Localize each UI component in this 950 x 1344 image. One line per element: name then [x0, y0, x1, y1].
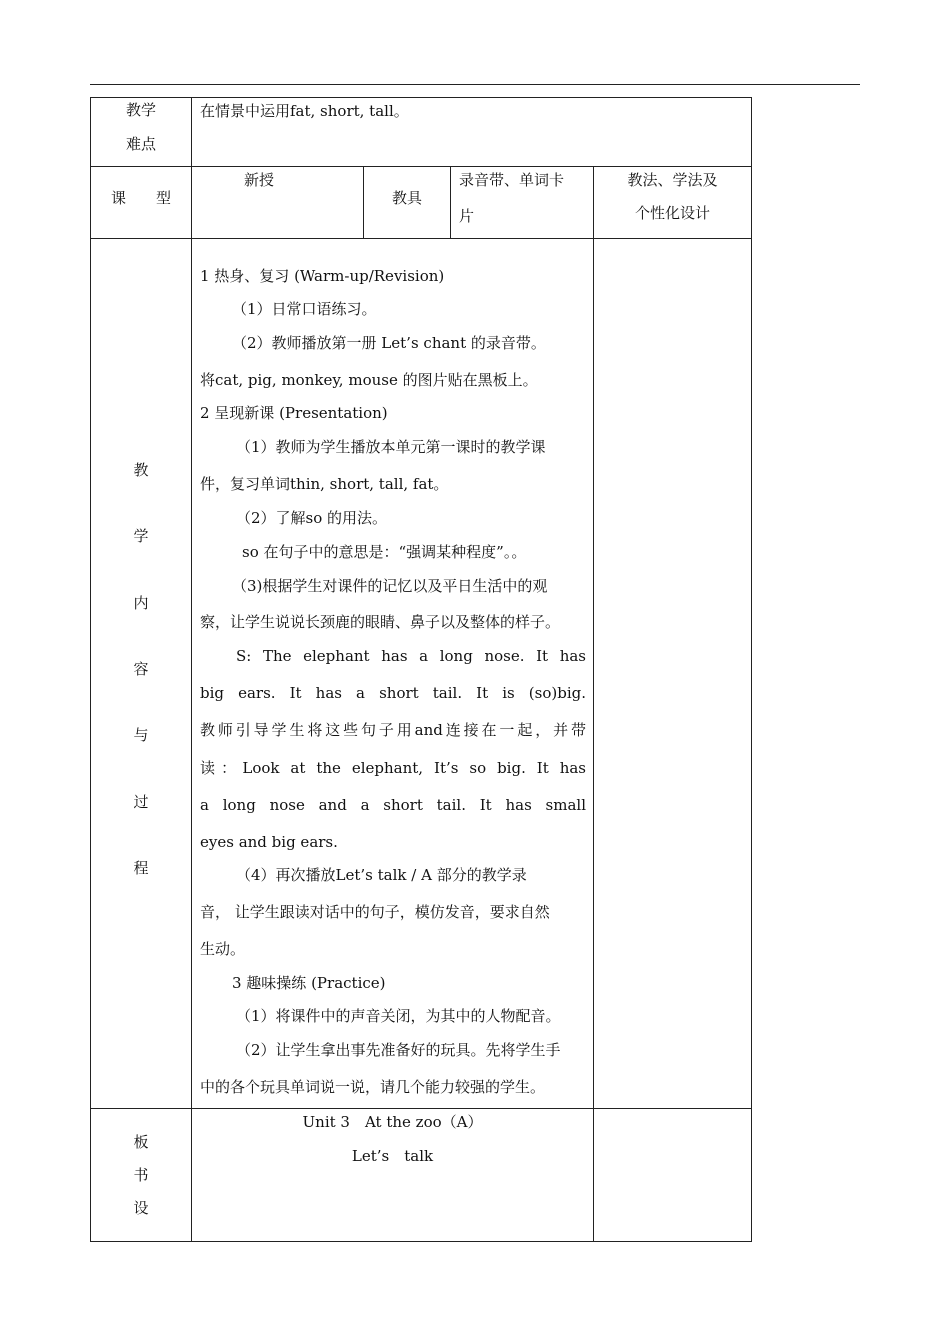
process-line: 件，复习单词thin, short, tall, fat。 [200, 475, 449, 493]
process-line: 1 热身、复习 (Warm-up/Revision) [200, 267, 445, 285]
row-divider [90, 166, 752, 167]
teaching-tools-value-line2: 片 [459, 207, 475, 225]
teaching-tools-value-line1: 录音带、单词卡 [459, 171, 565, 189]
teaching-tools-label: 教具 [391, 189, 422, 207]
process-line: 读：Look at the elephant, It’s so big. It has [200, 759, 586, 777]
header-rule [90, 84, 860, 85]
process-line: （4）再次播放Let’s talk / A 部分的教学录 [236, 866, 527, 884]
column-divider [191, 97, 192, 1242]
process-line: 生动。 [200, 940, 246, 958]
difficulty-label-line2: 难点 [125, 135, 156, 153]
row-divider [90, 238, 752, 239]
process-label-char: 与 [133, 726, 149, 744]
column-divider [593, 166, 594, 1108]
process-line: eyes and big ears. [200, 833, 338, 851]
process-line: a long nose and a short tail. It has small [200, 796, 586, 814]
process-line: 察，让学生说说长颈鹿的眼睛、鼻子以及整体的样子。 [200, 613, 561, 631]
process-line: 2 呈现新课 (Presentation) [200, 404, 388, 422]
process-label-char: 教 [133, 461, 149, 479]
board-title: Unit 3 At the zoo（A） [302, 1113, 483, 1131]
process-line: 教师引导学生将这些句子用and连接在一起，并带 [200, 721, 586, 739]
board-label-char: 板 [133, 1133, 149, 1151]
board-label-char: 书 [133, 1166, 149, 1184]
process-line: （2）让学生拿出事先准备好的玩具。先将学生手 [236, 1041, 561, 1059]
column-divider [593, 1108, 594, 1242]
method-design-label-line2: 个性化设计 [634, 204, 710, 222]
lesson-type-value: 新授 [243, 171, 274, 189]
board-subtitle: Let’s talk [351, 1147, 434, 1165]
column-divider [450, 166, 451, 238]
process-line: 3 趣味操练 (Practice) [232, 974, 386, 992]
method-design-label-line1: 教法、学法及 [627, 171, 718, 189]
difficulty-label-line1: 教学 [125, 101, 156, 119]
process-label-char: 内 [133, 594, 149, 612]
process-label-char: 过 [133, 793, 149, 811]
process-line: （1）将课件中的声音关闭，为其中的人物配音。 [236, 1007, 561, 1025]
process-label-char: 程 [133, 859, 149, 877]
process-line: 中的各个玩具单词说一说，请几个能力较强的学生。 [200, 1078, 546, 1096]
difficulty-content: 在情景中运用fat, short, tall。 [200, 102, 409, 120]
process-line: （1）教师为学生播放本单元第一课时的教学课 [236, 438, 546, 456]
board-label-char: 设 [133, 1199, 149, 1217]
process-line: （1）日常口语练习。 [232, 300, 377, 318]
process-line: S: The elephant has a long nose. It has [236, 647, 586, 665]
process-line: （2）教师播放第一册 Let’s chant 的录音带。 [232, 334, 546, 352]
process-line: 音， 让学生跟读对话中的句子，模仿发音，要求自然 [200, 903, 550, 921]
lesson-type-label: 课 型 [110, 189, 171, 207]
process-line: （3)根据学生对课件的记忆以及平日生活中的观 [232, 577, 548, 595]
process-line: big ears. It has a short tail. It is (so)big. [200, 684, 586, 702]
process-label-char: 学 [133, 527, 149, 545]
process-line: so 在句子中的意思是：“强调某种程度”。。 [242, 543, 527, 561]
process-line: （2）了解so 的用法。 [236, 509, 388, 527]
process-line: 将cat, pig, monkey, mouse 的图片贴在黑板上。 [200, 371, 538, 389]
process-label-char: 容 [133, 660, 149, 678]
row-divider [90, 1108, 752, 1109]
